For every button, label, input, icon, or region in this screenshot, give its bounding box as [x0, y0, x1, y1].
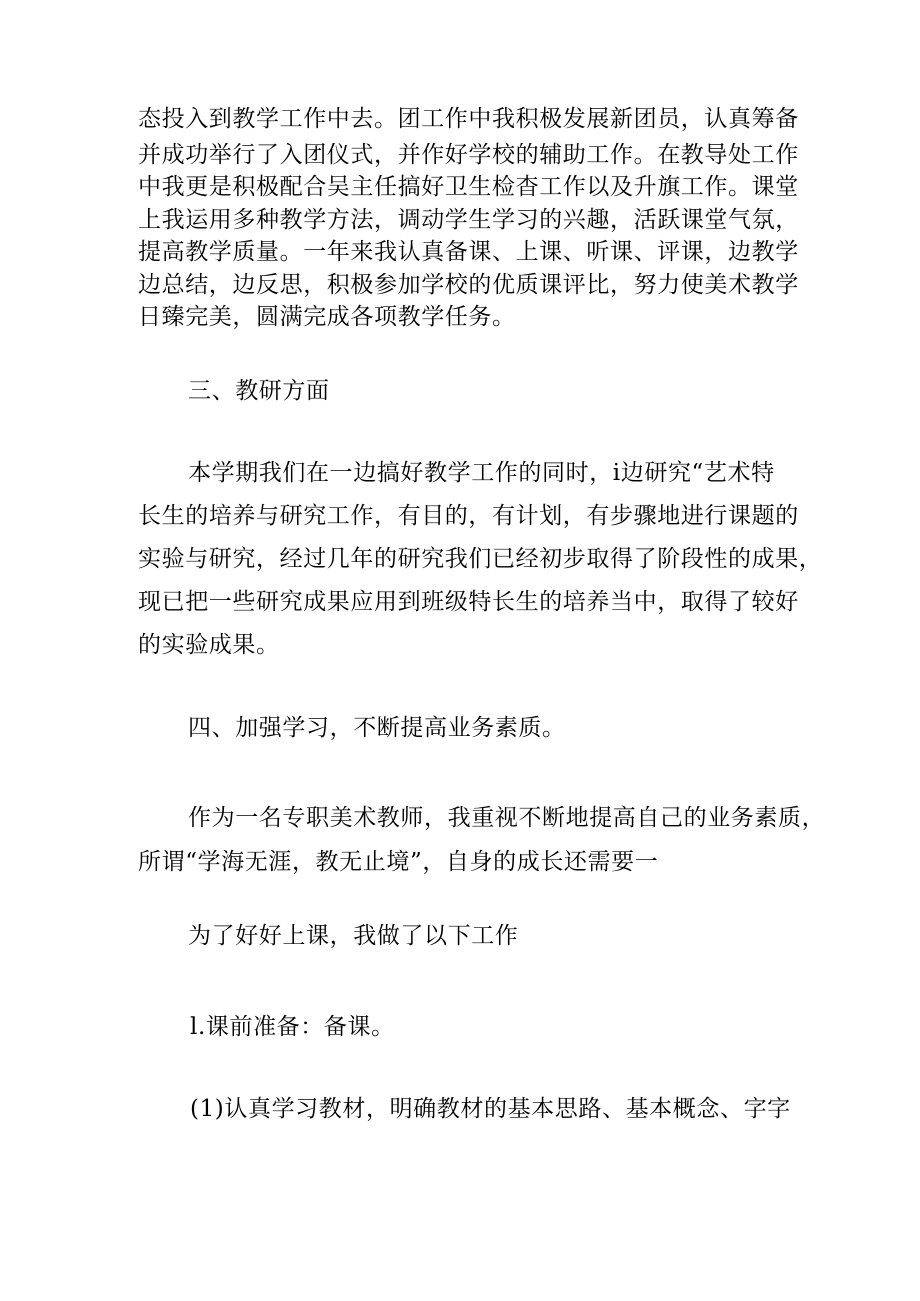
paragraph-line: 作为一名专职美术教师，我重视不断地提高自己的业务素质， — [188, 805, 826, 831]
paragraph-line: 态投入到教学工作中去。团工作中我积极发展新团员，认真筹备 — [138, 106, 799, 132]
paragraph-line: 本学期我们在一边搞好教学工作的同时，i边研究“艺术特 — [188, 460, 775, 486]
paragraph-line: 实验与研究，经过几年的研究我们已经初步取得了阶段性的成果， — [138, 546, 823, 572]
paragraph-line: 中我更是积极配合吴主任搞好卫生检杳工作以及升旗工作。课堂 — [138, 174, 799, 200]
paragraph-line: 长生的培养与研究工作，有目的，有计划，有步骤地进行课题的 — [138, 503, 799, 529]
paragraph-line: 边总结，边反思，积极参加学校的优质课评比，努力使美术教学 — [138, 272, 799, 298]
paragraph-line: 现已把一些研究成果应用到班级特长生的培养当中，取得了较好 — [138, 589, 799, 615]
section-heading: 三、教研方面 — [188, 378, 330, 404]
paragraph-line: 的实验成果。 — [138, 632, 280, 658]
paragraph-line: 为了好好上课，我做了以下工作 — [188, 923, 519, 949]
paragraph-line: 提高教学质量。一年来我认真备课、上课、听课、评课，边教学 — [138, 239, 799, 265]
section-heading: 四、加强学习，不断提高业务素质。 — [188, 715, 566, 741]
paragraph-line: 所谓“学海无涯，教无止境”，自身的成长还需要一 — [138, 849, 659, 875]
list-item: l.课前准备：备课。 — [190, 1014, 395, 1040]
list-item: (1)认真学习教材，明确教材的基本思路、基本概念、字字 — [190, 1096, 791, 1122]
paragraph-line: 上我运用多种教学方法，调动学生学习的兴趣，活跃课堂气氛， — [138, 207, 799, 233]
paragraph-line: 日臻完美，圆满完成各项教学任务。 — [138, 304, 516, 330]
paragraph-line: 并成功举行了入团仪式，并作好学校的辅助工作。在教导处工作 — [138, 142, 799, 168]
